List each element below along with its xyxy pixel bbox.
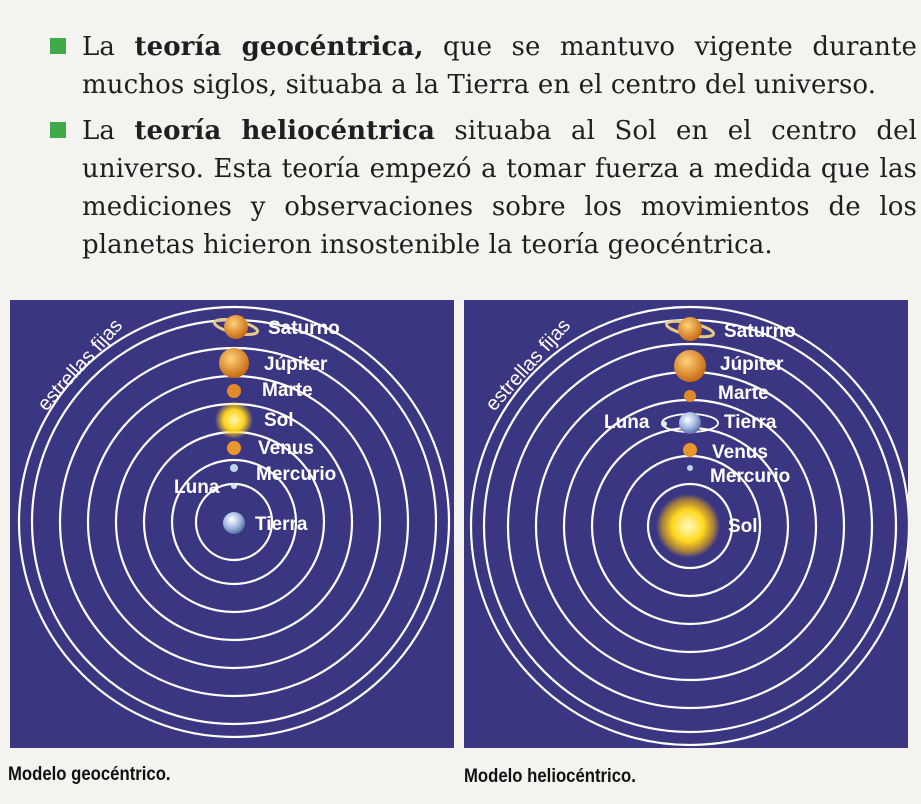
label-mars: Marte bbox=[718, 383, 769, 404]
venus-icon bbox=[227, 441, 241, 455]
sun-icon bbox=[215, 401, 253, 439]
term-heliocentric: teoría heliocéntrica bbox=[134, 116, 435, 146]
label-saturn: Saturno bbox=[268, 318, 340, 339]
sun-icon bbox=[656, 494, 720, 558]
bullet-square-icon bbox=[50, 122, 66, 138]
label-earth: Tierra bbox=[724, 412, 777, 433]
mars-icon bbox=[684, 390, 696, 402]
caption-geocentric: Modelo geocéntrico. bbox=[8, 764, 171, 785]
geocentric-diagram bbox=[10, 300, 454, 748]
earth-icon bbox=[223, 512, 245, 534]
label-earth: Tierra bbox=[255, 514, 308, 535]
label-fixed-stars: estrellas fijas bbox=[481, 314, 576, 416]
bullet-text: La teoría geocéntrica, que se mantuvo vigente durante muchos siglos, situaba a la Tierra en el centro del universo. bbox=[82, 32, 917, 100]
venus-icon bbox=[683, 443, 697, 457]
saturn-icon bbox=[213, 315, 259, 339]
label-fixed-stars: estrellas fijas bbox=[33, 314, 128, 416]
label-sun: Sol bbox=[728, 516, 758, 537]
bullet-text: La teoría heliocéntrica situaba al Sol en el centro del universo. Esta teoría empezó a tomar fuerza a medida que las mediciones y observaciones sobre los movimientos de los planetas hicieron insostenible la teoría geocéntrica. bbox=[82, 116, 917, 260]
label-venus: Venus bbox=[712, 442, 768, 463]
moon-icon bbox=[231, 483, 237, 489]
label-sun: Sol bbox=[264, 410, 294, 431]
label-mercury: Mercurio bbox=[710, 466, 791, 487]
label-jupiter: Júpiter bbox=[720, 354, 784, 375]
label-saturn: Saturno bbox=[724, 321, 796, 342]
mercury-icon bbox=[687, 465, 693, 471]
label-mars: Marte bbox=[262, 380, 313, 401]
moon-icon bbox=[661, 421, 667, 427]
bullet-square-icon bbox=[50, 38, 66, 54]
label-mercury: Mercurio bbox=[256, 464, 337, 485]
earth-icon bbox=[679, 412, 701, 434]
label-moon: Luna bbox=[604, 412, 650, 433]
label-venus: Venus bbox=[258, 438, 314, 459]
label-jupiter: Júpiter bbox=[264, 354, 328, 375]
label-moon: Luna bbox=[174, 477, 220, 498]
jupiter-icon bbox=[674, 350, 706, 382]
caption-heliocentric: Modelo heliocéntrico. bbox=[464, 766, 636, 787]
jupiter-icon bbox=[219, 348, 249, 378]
mars-icon bbox=[227, 384, 241, 398]
term-geocentric: teoría geocéntrica, bbox=[134, 32, 424, 62]
bullet-heliocentric bbox=[42, 112, 917, 264]
bullet-geocentric bbox=[42, 28, 917, 104]
heliocentric-diagram bbox=[464, 300, 908, 748]
mercury-icon bbox=[230, 464, 238, 472]
